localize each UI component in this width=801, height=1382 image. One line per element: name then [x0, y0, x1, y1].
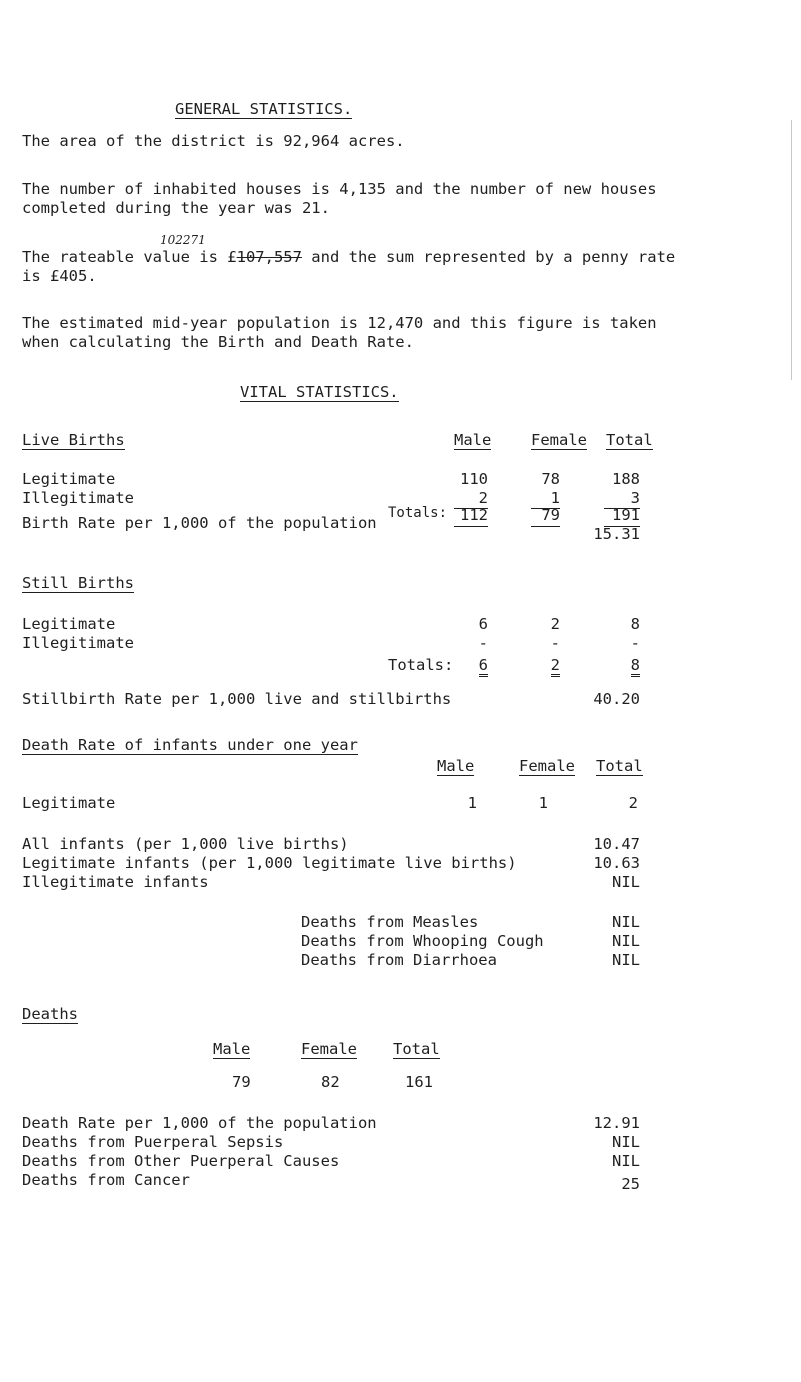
- still-births-title: Still Births: [22, 574, 134, 592]
- live-row-legit-total: 188: [612, 470, 640, 488]
- deaths-title: Deaths: [22, 1005, 78, 1023]
- still-row-illegit-total: -: [630, 634, 640, 652]
- live-totals-rule-male: [454, 526, 488, 527]
- infants-row-female: 1: [538, 794, 548, 812]
- still-row-illegit-male: -: [478, 634, 488, 652]
- deaths-stat-value: 25: [621, 1175, 640, 1193]
- birth-rate-label: Birth Rate per 1,000 of the population: [22, 514, 377, 532]
- scan-margin-line: [791, 120, 792, 380]
- infant-cause-label: Deaths from Diarrhoea: [301, 951, 497, 969]
- infants-stat-label: Legitimate infants (per 1,000 legitimate live births): [22, 854, 517, 872]
- infant-cause-label: Deaths from Measles: [301, 913, 479, 931]
- live-row-illegit-label: Illegitimate: [22, 489, 134, 507]
- live-totals-total: 191: [612, 506, 640, 524]
- live-totals-rule-female: [531, 526, 560, 527]
- live-births-col-male: Male: [454, 431, 492, 449]
- vital-heading: VITAL STATISTICS.: [240, 383, 399, 401]
- rateable-line-2: is £405.: [22, 267, 97, 285]
- infants-stat-label: Illegitimate infants: [22, 873, 209, 891]
- rateable-handwritten-correction: 102271: [160, 233, 206, 247]
- infants-row-total: 2: [628, 794, 638, 812]
- rateable-prefix: The rateable value is £: [22, 248, 237, 266]
- live-births-col-female: Female: [531, 431, 587, 449]
- live-row-legit-female: 78: [541, 470, 560, 488]
- live-births-title: Live Births: [22, 431, 125, 449]
- infant-cause-value: NIL: [612, 951, 640, 969]
- infants-stat-label: All infants (per 1,000 live births): [22, 835, 349, 853]
- deaths-stat-value: NIL: [612, 1152, 640, 1170]
- infants-row-label: Legitimate: [22, 794, 116, 812]
- live-row-illegit-male: 2: [478, 489, 488, 507]
- deaths-female: 82: [321, 1073, 340, 1091]
- infants-col-male: Male: [437, 757, 475, 775]
- general-heading: GENERAL STATISTICS.: [175, 100, 353, 118]
- live-births-col-total: Total: [606, 431, 653, 449]
- deaths-stat-label: Deaths from Cancer: [22, 1171, 190, 1189]
- still-row-legit-male: 6: [478, 615, 488, 633]
- deaths-col-female: Female: [301, 1040, 357, 1058]
- infants-stat-value: 10.63: [593, 854, 640, 872]
- infants-col-female: Female: [519, 757, 575, 775]
- still-row-illegit-label: Illegitimate: [22, 634, 134, 652]
- houses-line-2: completed during the year was 21.: [22, 199, 330, 217]
- live-totals-male: 112: [460, 506, 488, 524]
- infant-cause-value: NIL: [612, 932, 640, 950]
- deaths-stat-label: Deaths from Other Puerperal Causes: [22, 1152, 340, 1170]
- deaths-col-total: Total: [393, 1040, 440, 1058]
- still-row-legit-female: 2: [550, 615, 560, 633]
- deaths-stat-value: NIL: [612, 1133, 640, 1151]
- still-totals-female: 2: [520, 656, 560, 674]
- deaths-col-male: Male: [213, 1040, 251, 1058]
- still-row-legit-total: 8: [630, 615, 640, 633]
- houses-line-1: The number of inhabited houses is 4,135 and the number of new houses: [22, 180, 657, 198]
- live-row-legit-label: Legitimate: [22, 470, 116, 488]
- deaths-stat-label: Death Rate per 1,000 of the population: [22, 1114, 377, 1132]
- deaths-stat-label: Deaths from Puerperal Sepsis: [22, 1133, 284, 1151]
- infant-cause-value: NIL: [612, 913, 640, 931]
- rateable-line-1: [22, 248, 675, 266]
- infants-stat-value: NIL: [612, 873, 640, 891]
- infants-title: Death Rate of infants under one year: [22, 736, 358, 754]
- infants-col-total: Total: [596, 757, 643, 775]
- still-totals-label: Totals:: [388, 656, 454, 674]
- infant-cause-label: Deaths from Whooping Cough: [301, 932, 544, 950]
- live-row-legit-male: 110: [460, 470, 488, 488]
- live-totals-label: Totals:: [388, 505, 448, 521]
- still-row-legit-label: Legitimate: [22, 615, 116, 633]
- deaths-total: 161: [405, 1073, 433, 1091]
- population-line-1: The estimated mid-year population is 12,470 and this figure is taken: [22, 314, 657, 332]
- live-row-illegit-female: 1: [550, 489, 560, 507]
- live-row-illegit-total: 3: [630, 489, 640, 507]
- live-totals-female: 79: [541, 506, 560, 524]
- still-row-illegit-female: -: [550, 634, 560, 652]
- deaths-stat-value: 12.91: [593, 1114, 640, 1132]
- still-totals-male: 6: [440, 656, 488, 674]
- stillbirth-rate-label: Stillbirth Rate per 1,000 live and stillbirths: [22, 690, 452, 708]
- area-line: The area of the district is 92,964 acres.: [22, 132, 405, 150]
- stillbirth-rate-value: 40.20: [593, 690, 640, 708]
- population-line-2: when calculating the Birth and Death Rate.: [22, 333, 414, 351]
- still-totals-total: 8: [592, 656, 640, 674]
- infants-stat-value: 10.47: [593, 835, 640, 853]
- rateable-suffix: and the sum represented by a penny rate: [301, 248, 676, 266]
- birth-rate-value: 15.31: [593, 525, 640, 543]
- rateable-struck-value: 107,557: [236, 248, 302, 266]
- infants-row-male: 1: [467, 794, 477, 812]
- deaths-male: 79: [232, 1073, 251, 1091]
